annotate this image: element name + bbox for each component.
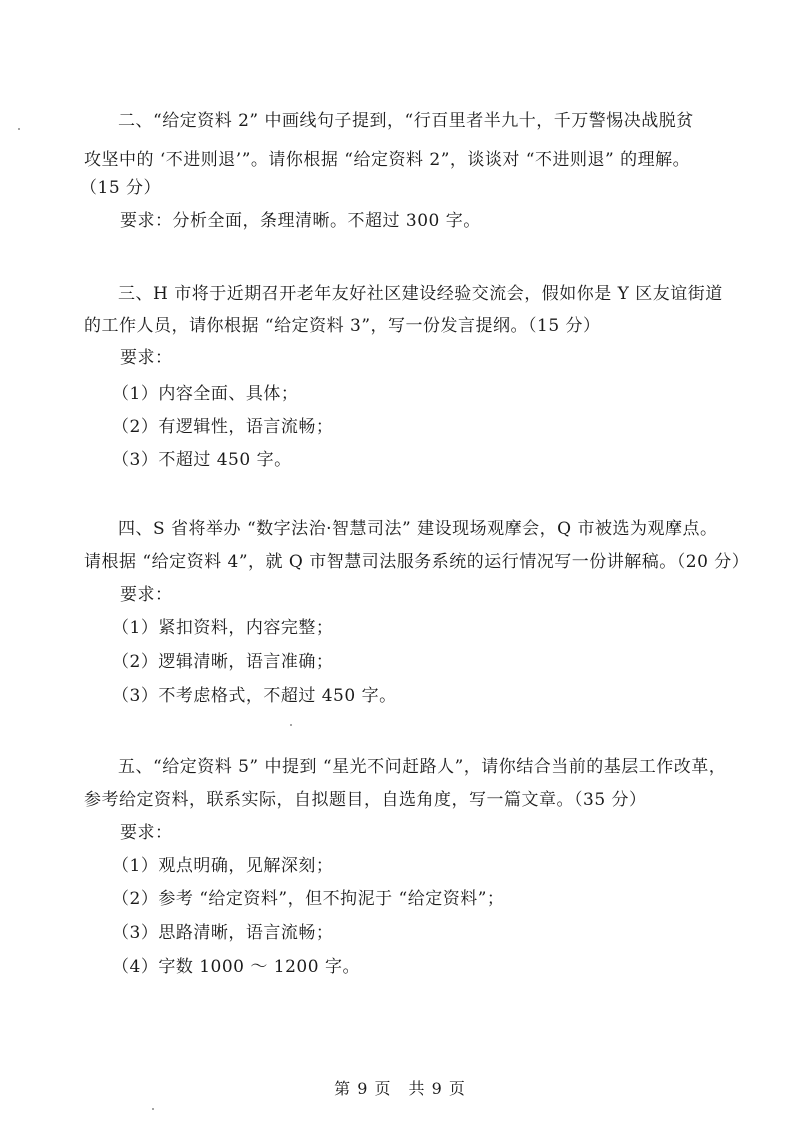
q4-requirement-1: （1）紧扣资料，内容完整； bbox=[112, 618, 334, 638]
q5-requirement-3: （3）思路清晰，语言流畅； bbox=[112, 923, 334, 943]
q3-requirement-3: （3）不超过 450 字。 bbox=[112, 450, 292, 470]
q4-requirements-title: 要求： bbox=[120, 585, 173, 605]
q5-text-line-2: 参考给定资料，联系实际，自拟题目，自选角度，写一篇文章。（35 分） bbox=[84, 790, 647, 810]
q3-requirements-title: 要求： bbox=[120, 348, 173, 368]
q2-text-line-2: 攻坚中的 ‘不进则退’”。请你根据 “给定资料 2”，谈谈对 “不进则退” 的理解。 bbox=[84, 150, 691, 170]
scan-speck bbox=[290, 724, 292, 726]
q3-requirement-1: （1）内容全面、具体； bbox=[112, 384, 299, 404]
page-number: 第 9 页 共 9 页 bbox=[334, 1079, 466, 1098]
q4-text-line-1: 四、S 省将举办 “数字法治·智慧司法” 建设现场观摩会，Q 市被选为观摩点。 bbox=[118, 519, 718, 539]
q2-requirement: 要求：分析全面，条理清晰。不超过 300 字。 bbox=[120, 211, 481, 231]
q3-requirement-2: （2）有逻辑性，语言流畅； bbox=[112, 417, 334, 437]
q5-text-line-1: 五、“给定资料 5” 中提到 “星光不问赶路人”，请你结合当前的基层工作改革， bbox=[118, 757, 727, 777]
q3-text-line-2: 的工作人员，请你根据 “给定资料 3”，写一份发言提纲。（15 分） bbox=[84, 316, 601, 336]
q5-requirement-2: （2）参考 “给定资料”，但不拘泥于 “给定资料”； bbox=[112, 889, 505, 909]
q4-requirement-2: （2）逻辑清晰，语言准确； bbox=[112, 652, 334, 672]
q4-requirement-3: （3）不考虑格式，不超过 450 字。 bbox=[112, 686, 397, 706]
q5-requirement-4: （4）字数 1000 ～ 1200 字。 bbox=[112, 957, 360, 977]
scan-speck bbox=[152, 1108, 154, 1110]
q4-text-line-2: 请根据 “给定资料 4”，就 Q 市智慧司法服务系统的运行情况写一份讲解稿。（20 分） bbox=[84, 552, 750, 572]
q5-requirement-1: （1）观点明确，见解深刻； bbox=[112, 856, 334, 876]
q2-text-line-1: 二、“给定资料 2” 中画线句子提到，“行百里者半九十，千万警惕决战脱贫 bbox=[118, 111, 694, 131]
scan-speck bbox=[18, 128, 20, 130]
q2-score: （15 分） bbox=[80, 178, 162, 198]
q3-text-line-1: 三、H 市将于近期召开老年友好社区建设经验交流会，假如你是 Y 区友谊街道 bbox=[118, 284, 723, 304]
q5-requirements-title: 要求： bbox=[120, 823, 173, 843]
